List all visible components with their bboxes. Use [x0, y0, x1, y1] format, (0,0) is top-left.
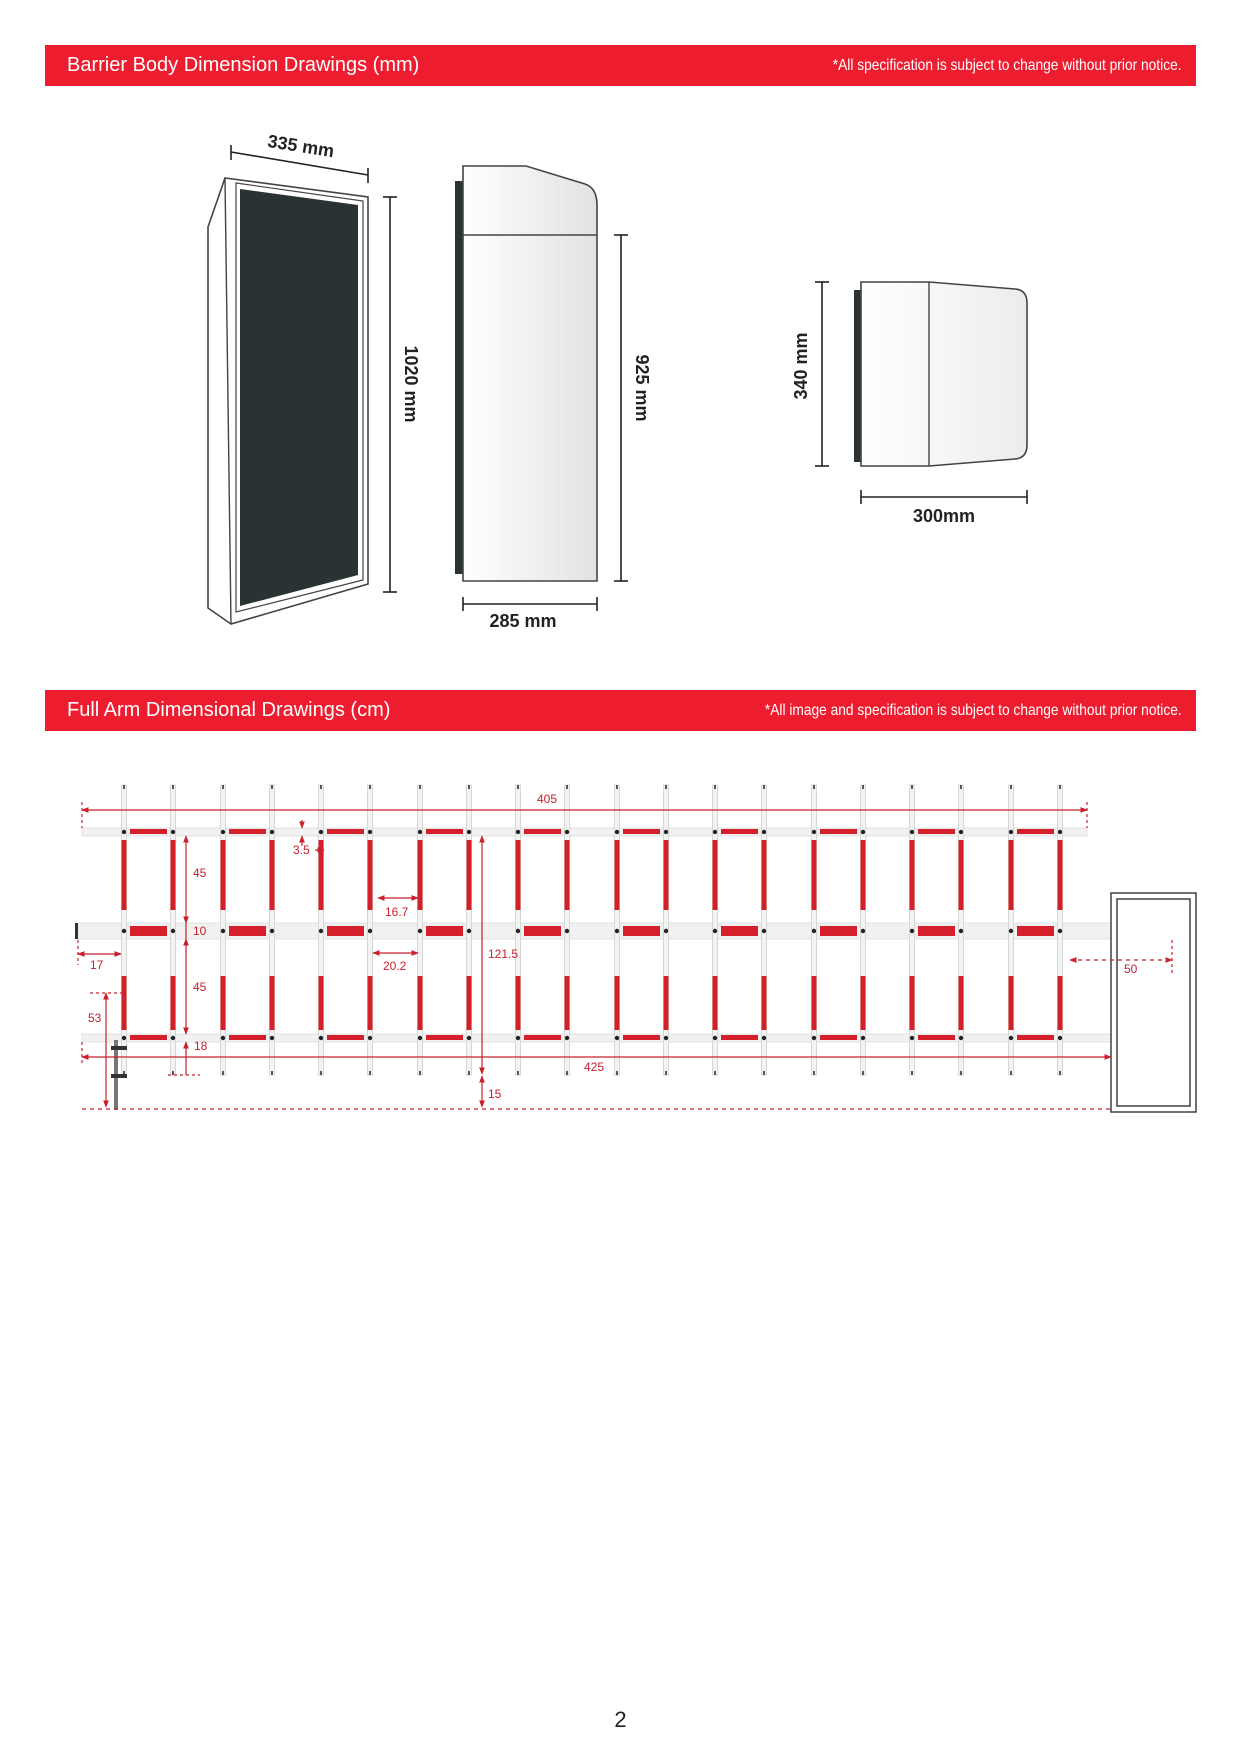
rivet	[1058, 1036, 1062, 1040]
rivet	[713, 1036, 717, 1040]
picket-cap	[911, 785, 913, 789]
picket-cap	[517, 1071, 519, 1075]
section-note: *All image and specification is subject to change without prior notice.	[765, 701, 1182, 719]
picket-stripe	[171, 976, 176, 1030]
rivet	[1009, 830, 1013, 834]
picket-cap	[616, 785, 618, 789]
picket-cap	[862, 1071, 864, 1075]
bar-stripe	[524, 1035, 561, 1040]
rivet	[910, 929, 914, 933]
picket-cap	[271, 1071, 273, 1075]
rivet	[221, 929, 225, 933]
picket-stripe	[171, 840, 176, 910]
rivet	[418, 929, 422, 933]
dim-label-45-upper: 45	[193, 866, 207, 880]
rivet	[122, 1036, 126, 1040]
section-title: Full Arm Dimensional Drawings (cm)	[67, 699, 391, 721]
front-glass-panel	[240, 189, 358, 606]
picket-cap	[1010, 1071, 1012, 1075]
rivet	[516, 929, 520, 933]
bar-stripe	[820, 1035, 857, 1040]
rivet	[565, 1036, 569, 1040]
picket-stripe	[565, 976, 570, 1030]
rivet	[122, 929, 126, 933]
picket-cap	[665, 785, 667, 789]
rivet	[861, 1036, 865, 1040]
rivet	[664, 830, 668, 834]
rivet	[565, 830, 569, 834]
picket-stripe	[713, 840, 718, 910]
picket-stripe	[713, 976, 718, 1030]
picket-stripe	[812, 840, 817, 910]
picket-cap	[369, 1071, 371, 1075]
picket-cap	[419, 785, 421, 789]
rivet	[812, 1036, 816, 1040]
rivet	[664, 1036, 668, 1040]
picket-stripe	[270, 840, 275, 910]
bar-stripe	[327, 926, 364, 936]
bar-stripe	[820, 829, 857, 834]
bar-stripe	[918, 1035, 955, 1040]
picket-cap	[320, 785, 322, 789]
rivet	[516, 830, 520, 834]
page-number: 2	[614, 1707, 627, 1732]
dim-label-121-5: 121.5	[488, 947, 519, 961]
dim-335	[231, 131, 368, 183]
picket-stripe	[516, 976, 521, 1030]
picket-stripe	[467, 976, 472, 1030]
picket-cap	[1059, 785, 1061, 789]
bar-stripe	[229, 1035, 266, 1040]
rivet	[812, 830, 816, 834]
picket-stripe	[959, 840, 964, 910]
rivet	[1009, 1036, 1013, 1040]
dim-label: 300mm	[912, 506, 976, 526]
rivet	[1058, 830, 1062, 834]
picket-cap	[862, 785, 864, 789]
rivet	[861, 929, 865, 933]
picket-cap	[222, 785, 224, 789]
rivet	[319, 929, 323, 933]
picket-cap	[813, 785, 815, 789]
picket-cap	[172, 785, 174, 789]
rivet	[221, 1036, 225, 1040]
bar-stripe	[1017, 829, 1054, 834]
bar-stripe	[1017, 1035, 1054, 1040]
dim-label-425: 425	[583, 1060, 605, 1074]
dim-label-3-5: 3.5	[293, 843, 310, 857]
bar-stripe	[130, 829, 167, 834]
rivet	[171, 1036, 175, 1040]
picket-stripe	[1058, 976, 1063, 1030]
dim-label: 340 mm	[791, 332, 811, 400]
picket-cap	[566, 785, 568, 789]
dim-label-20-2: 20.2	[383, 959, 407, 973]
picket-stripe	[270, 976, 275, 1030]
section-title: Barrier Body Dimension Drawings (mm)	[67, 54, 420, 76]
dim-925	[614, 235, 652, 581]
top-view	[854, 282, 1027, 466]
rivet	[467, 1036, 471, 1040]
picket-cap	[419, 1071, 421, 1075]
rivet	[664, 929, 668, 933]
dim-label: 285 mm	[489, 611, 557, 631]
rivet	[418, 830, 422, 834]
picket-cap	[271, 785, 273, 789]
picket-cap	[960, 785, 962, 789]
dim-300	[861, 490, 1027, 526]
picket-cap	[123, 785, 125, 789]
rivet	[368, 929, 372, 933]
dim-label: 1020 mm	[401, 345, 421, 423]
dim-285	[463, 597, 597, 631]
barrier-body-drawings	[0, 0, 1241, 650]
rivet	[615, 929, 619, 933]
rivet	[1058, 929, 1062, 933]
rivet	[959, 1036, 963, 1040]
dim-label-16-7: 16.7	[385, 905, 409, 919]
dim-340	[791, 282, 829, 466]
arm-dimension-labels	[88, 792, 1138, 1101]
picket-cap	[714, 785, 716, 789]
rivet	[368, 830, 372, 834]
picket-stripe	[319, 976, 324, 1030]
rivet	[762, 830, 766, 834]
front-view	[208, 178, 368, 624]
picket-stripe	[861, 840, 866, 910]
rivet	[615, 1036, 619, 1040]
picket-stripe	[762, 840, 767, 910]
bar-stripe	[229, 926, 266, 936]
rivet	[565, 929, 569, 933]
dim-label-15: 15	[488, 1087, 502, 1101]
picket-stripe	[910, 976, 915, 1030]
picket-stripe	[1058, 840, 1063, 910]
rivet	[516, 1036, 520, 1040]
rivet	[122, 830, 126, 834]
dim-label: 925 mm	[632, 354, 652, 422]
picket-stripe	[762, 976, 767, 1030]
picket-cap	[320, 1071, 322, 1075]
bar-stripe	[721, 1035, 758, 1040]
picket-cap	[665, 1071, 667, 1075]
section-note: *All specification is subject to change without prior notice.	[833, 56, 1182, 74]
rivet	[467, 830, 471, 834]
picket-stripe	[221, 840, 226, 910]
bar-stripe	[820, 926, 857, 936]
bar-stripe	[524, 829, 561, 834]
bar-stripe	[721, 829, 758, 834]
picket-stripe	[615, 840, 620, 910]
dim-label-45-lower: 45	[193, 980, 207, 994]
picket-stripe	[1009, 840, 1014, 910]
rivet	[270, 929, 274, 933]
picket-stripe	[615, 976, 620, 1030]
picket-cap	[468, 1071, 470, 1075]
picket-cap	[222, 1071, 224, 1075]
picket-stripe	[122, 840, 127, 910]
picket-stripe	[664, 840, 669, 910]
picket-stripe	[368, 976, 373, 1030]
picket-stripe	[910, 840, 915, 910]
rivet	[270, 830, 274, 834]
rivet	[319, 1036, 323, 1040]
dim-label-405: 405	[536, 792, 558, 806]
dim-label: 335 mm	[266, 130, 336, 162]
rivet	[713, 830, 717, 834]
rivet	[171, 830, 175, 834]
picket-stripe	[664, 976, 669, 1030]
picket-stripe	[812, 976, 817, 1030]
rivet	[861, 830, 865, 834]
bar-stripe	[327, 829, 364, 834]
picket-stripe	[122, 976, 127, 1030]
rivet	[270, 1036, 274, 1040]
picket-cap	[172, 1071, 174, 1075]
picket-cap	[369, 785, 371, 789]
picket-stripe	[221, 976, 226, 1030]
dim-label-53: 53	[88, 1011, 102, 1025]
dim-label-50: 50	[1124, 962, 1138, 976]
rivet	[959, 929, 963, 933]
rivet	[910, 830, 914, 834]
rivet	[615, 830, 619, 834]
picket-cap	[566, 1071, 568, 1075]
bar-stripe	[721, 926, 758, 936]
picket-stripe	[959, 976, 964, 1030]
rivet	[959, 830, 963, 834]
bar-stripe	[426, 926, 463, 936]
bar-stripe	[130, 926, 167, 936]
picket-cap	[1010, 785, 1012, 789]
bar-stripe	[623, 829, 660, 834]
bar-stripe	[130, 1035, 167, 1040]
picket-stripe	[418, 976, 423, 1030]
rivet	[762, 1036, 766, 1040]
bar-stripe	[327, 1035, 364, 1040]
rivet	[171, 929, 175, 933]
bar-stripe	[1017, 926, 1054, 936]
picket-stripe	[467, 840, 472, 910]
barrier-cabinet	[1111, 893, 1196, 1112]
bar-stripe	[229, 829, 266, 834]
bar-stripe	[524, 926, 561, 936]
bar-stripe	[623, 926, 660, 936]
dim-label-10: 10	[193, 924, 207, 938]
picket-cap	[960, 1071, 962, 1075]
rivet	[1009, 929, 1013, 933]
rivet	[812, 929, 816, 933]
picket-cap	[1059, 1071, 1061, 1075]
side-view	[455, 166, 597, 581]
rivet	[762, 929, 766, 933]
picket-stripe	[368, 840, 373, 910]
picket-cap	[813, 1071, 815, 1075]
rivet	[368, 1036, 372, 1040]
bar-stripe	[426, 1035, 463, 1040]
bar-stripe	[918, 829, 955, 834]
rivet	[910, 1036, 914, 1040]
picket-cap	[714, 1071, 716, 1075]
rivet	[713, 929, 717, 933]
picket-cap	[517, 785, 519, 789]
picket-cap	[763, 1071, 765, 1075]
rivet	[319, 830, 323, 834]
picket-stripe	[1009, 976, 1014, 1030]
picket-stripe	[565, 840, 570, 910]
fence-arm-drawing	[0, 750, 1241, 1150]
rivet	[418, 1036, 422, 1040]
rivet	[467, 929, 471, 933]
picket-cap	[763, 785, 765, 789]
bar-stripe	[623, 1035, 660, 1040]
rivet	[221, 830, 225, 834]
picket-cap	[468, 785, 470, 789]
dim-label-17: 17	[90, 958, 104, 972]
picket-cap	[616, 1071, 618, 1075]
dim-1020	[383, 197, 421, 592]
dim-label-18: 18	[194, 1039, 208, 1053]
arm-dimensions	[78, 802, 1172, 1109]
section-header-arm	[45, 690, 1196, 731]
bar-stripe	[426, 829, 463, 834]
picket-cap	[911, 1071, 913, 1075]
picket-stripe	[861, 976, 866, 1030]
picket-stripe	[418, 840, 423, 910]
picket-stripe	[516, 840, 521, 910]
bar-stripe	[918, 926, 955, 936]
